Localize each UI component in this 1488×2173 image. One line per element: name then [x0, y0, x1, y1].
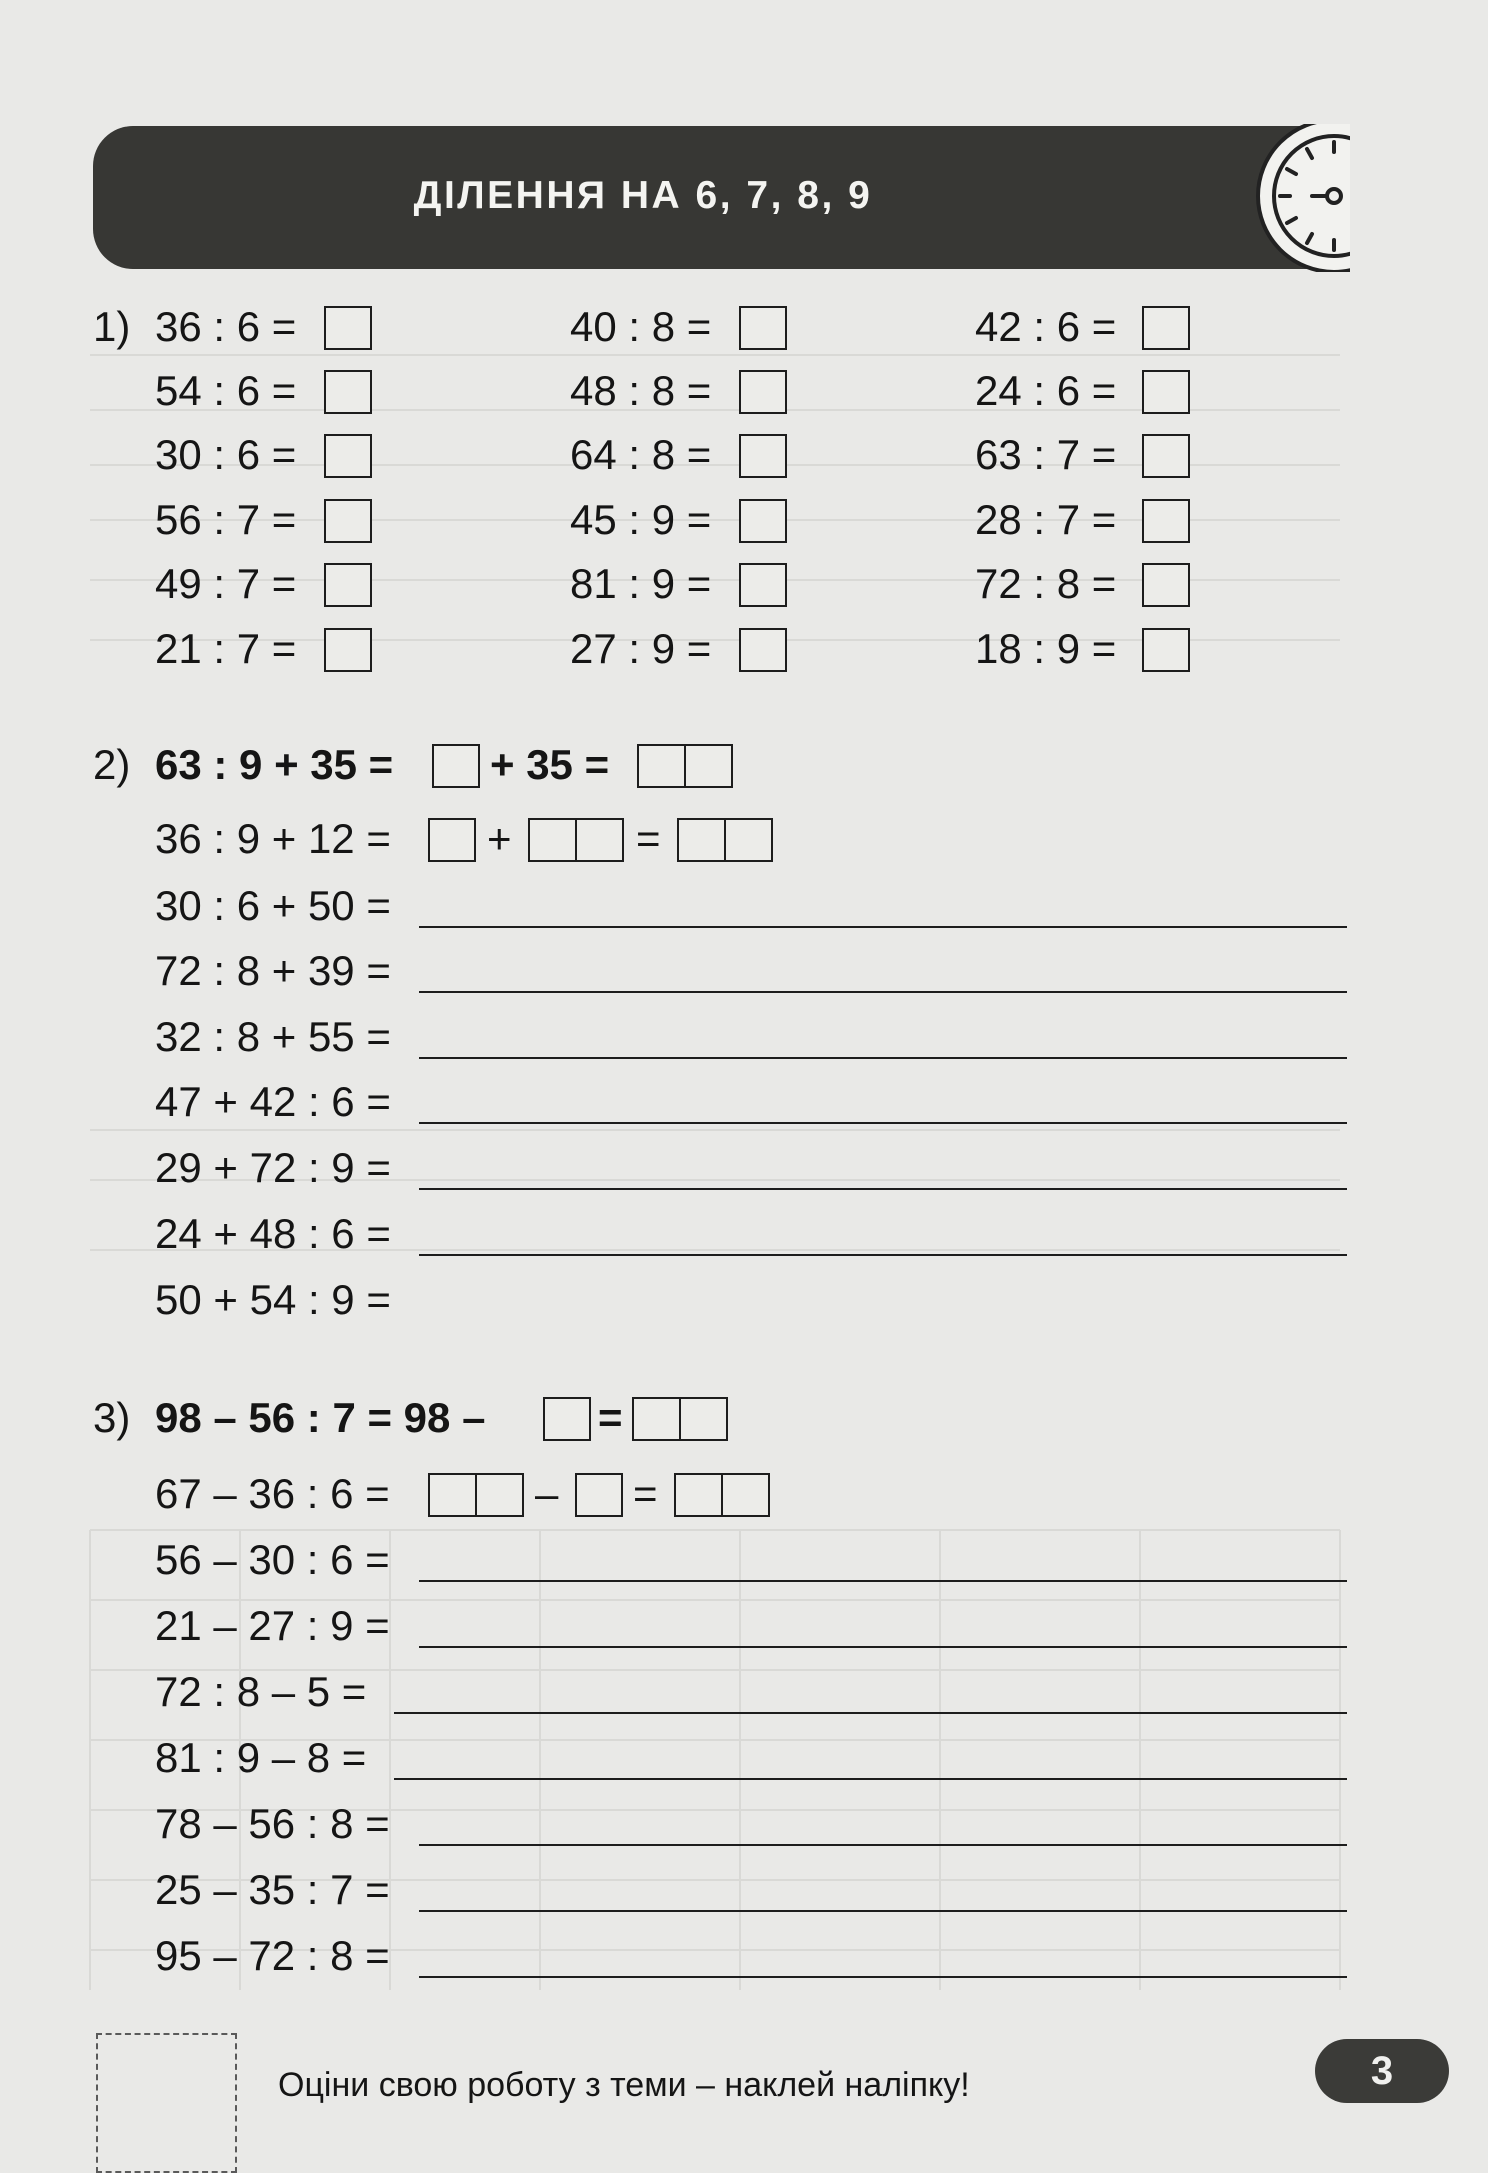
- task-3-number: 3): [93, 1394, 131, 1441]
- answer-box[interactable]: [1142, 370, 1190, 414]
- answer-box[interactable]: [543, 1397, 591, 1441]
- task-1-col-2-row-4: 45 : 9 =: [570, 496, 712, 543]
- answer-line[interactable]: [419, 1910, 1347, 1912]
- task-1-col-1-row-1: 36 : 6 =: [155, 303, 297, 350]
- answer-line[interactable]: [419, 926, 1347, 928]
- page-title: ДІЛЕННЯ НА 6, 7, 8, 9: [413, 174, 873, 217]
- answer-line[interactable]: [419, 1122, 1347, 1124]
- task-3-example-eq: =: [598, 1394, 623, 1441]
- task-3-row-4: 81 : 9 – 8 =: [155, 1734, 367, 1781]
- task-3-row-2: 21 – 27 : 9 =: [155, 1602, 390, 1649]
- task-2-guided-plus: +: [487, 815, 512, 862]
- answer-box[interactable]: [739, 563, 787, 607]
- task-1-col-2-row-3: 64 : 8 =: [570, 431, 712, 478]
- answer-box[interactable]: [575, 1473, 623, 1517]
- task-2-row-2: 72 : 8 + 39 =: [155, 947, 391, 994]
- task-3-guided-left: 67 – 36 : 6 =: [155, 1470, 390, 1517]
- answer-box[interactable]: [324, 628, 372, 672]
- task-3-row-3: 72 : 8 – 5 =: [155, 1668, 367, 1715]
- task-1-col-3-row-2: 24 : 6 =: [975, 367, 1117, 414]
- answer-box[interactable]: [428, 818, 476, 862]
- task-2-number: 2): [93, 741, 131, 788]
- task-3-row-5: 78 – 56 : 8 =: [155, 1800, 390, 1847]
- task-2-row-5: 29 + 72 : 9 =: [155, 1144, 391, 1191]
- task-2-example-mid: + 35 =: [490, 741, 610, 788]
- task-3-row-7: 95 – 72 : 8 =: [155, 1932, 390, 1979]
- two-digit-answer-box[interactable]: [632, 1397, 728, 1441]
- task-2-row-3: 32 : 8 + 55 =: [155, 1013, 391, 1060]
- task-1-col-3-row-4: 28 : 7 =: [975, 496, 1117, 543]
- task-1-col-1-row-4: 56 : 7 =: [155, 496, 297, 543]
- task-2-guided-left: 36 : 9 + 12 =: [155, 815, 391, 862]
- answer-box[interactable]: [739, 628, 787, 672]
- answer-box[interactable]: [324, 434, 372, 478]
- task-2-row-6: 24 + 48 : 6 =: [155, 1210, 391, 1257]
- clock-icon: [1250, 124, 1350, 272]
- task-1-col-2-row-1: 40 : 8 =: [570, 303, 712, 350]
- task-2-row-4: 47 + 42 : 6 =: [155, 1078, 391, 1125]
- task-1-col-3-row-1: 42 : 6 =: [975, 303, 1117, 350]
- task-2-row-7: 50 + 54 : 9 =: [155, 1276, 391, 1323]
- task-1-col-1-row-3: 30 : 6 =: [155, 431, 297, 478]
- task-1-col-3-row-3: 63 : 7 =: [975, 431, 1117, 478]
- answer-box[interactable]: [739, 370, 787, 414]
- answer-box[interactable]: [1142, 499, 1190, 543]
- title-banner: [93, 126, 1345, 269]
- task-2-example-left: 63 : 9 + 35 =: [155, 741, 394, 788]
- two-digit-answer-box[interactable]: [677, 818, 773, 862]
- answer-box[interactable]: [324, 306, 372, 350]
- answer-line[interactable]: [419, 1844, 1347, 1846]
- two-digit-answer-box[interactable]: [528, 818, 624, 862]
- task-1-col-2-row-6: 27 : 9 =: [570, 625, 712, 672]
- answer-box[interactable]: [1142, 563, 1190, 607]
- answer-box[interactable]: [324, 499, 372, 543]
- answer-line[interactable]: [419, 1057, 1347, 1059]
- page-number: 3: [1315, 2039, 1449, 2103]
- task-1-number: 1): [93, 303, 131, 350]
- answer-line[interactable]: [419, 1254, 1347, 1256]
- task-2-row-1: 30 : 6 + 50 =: [155, 882, 391, 929]
- answer-box[interactable]: [432, 744, 480, 788]
- answer-box[interactable]: [739, 434, 787, 478]
- task-3-guided-minus: –: [535, 1470, 559, 1517]
- task-3-example-left: 98 – 56 : 7 = 98 –: [155, 1394, 486, 1441]
- answer-box[interactable]: [1142, 434, 1190, 478]
- answer-line[interactable]: [394, 1712, 1347, 1714]
- answer-line[interactable]: [419, 1976, 1347, 1978]
- two-digit-answer-box[interactable]: [428, 1473, 524, 1517]
- answer-line[interactable]: [394, 1778, 1347, 1780]
- task-2-guided-eq: =: [636, 815, 661, 862]
- answer-box[interactable]: [324, 563, 372, 607]
- task-1-col-3-row-6: 18 : 9 =: [975, 625, 1117, 672]
- task-3-row-6: 25 – 35 : 7 =: [155, 1866, 390, 1913]
- answer-box[interactable]: [739, 306, 787, 350]
- task-1-col-2-row-5: 81 : 9 =: [570, 560, 712, 607]
- answer-line[interactable]: [419, 1580, 1347, 1582]
- answer-box[interactable]: [1142, 628, 1190, 672]
- two-digit-answer-box[interactable]: [674, 1473, 770, 1517]
- footer-instruction: Оціни свою роботу з теми – наклей наліпку!: [278, 2066, 970, 2104]
- answer-box[interactable]: [739, 499, 787, 543]
- sticker-placeholder[interactable]: [96, 2033, 237, 2173]
- task-3-row-1: 56 – 30 : 6 =: [155, 1536, 390, 1583]
- answer-line[interactable]: [419, 1188, 1347, 1190]
- task-1-col-3-row-5: 72 : 8 =: [975, 560, 1117, 607]
- task-1-col-1-row-6: 21 : 7 =: [155, 625, 297, 672]
- task-1-col-1-row-2: 54 : 6 =: [155, 367, 297, 414]
- answer-line[interactable]: [419, 1646, 1347, 1648]
- answer-box[interactable]: [324, 370, 372, 414]
- answer-line[interactable]: [419, 991, 1347, 993]
- task-3-guided-eq: =: [633, 1470, 658, 1517]
- answer-box[interactable]: [1142, 306, 1190, 350]
- task-1-col-1-row-5: 49 : 7 =: [155, 560, 297, 607]
- task-1-col-2-row-2: 48 : 8 =: [570, 367, 712, 414]
- two-digit-answer-box[interactable]: [637, 744, 733, 788]
